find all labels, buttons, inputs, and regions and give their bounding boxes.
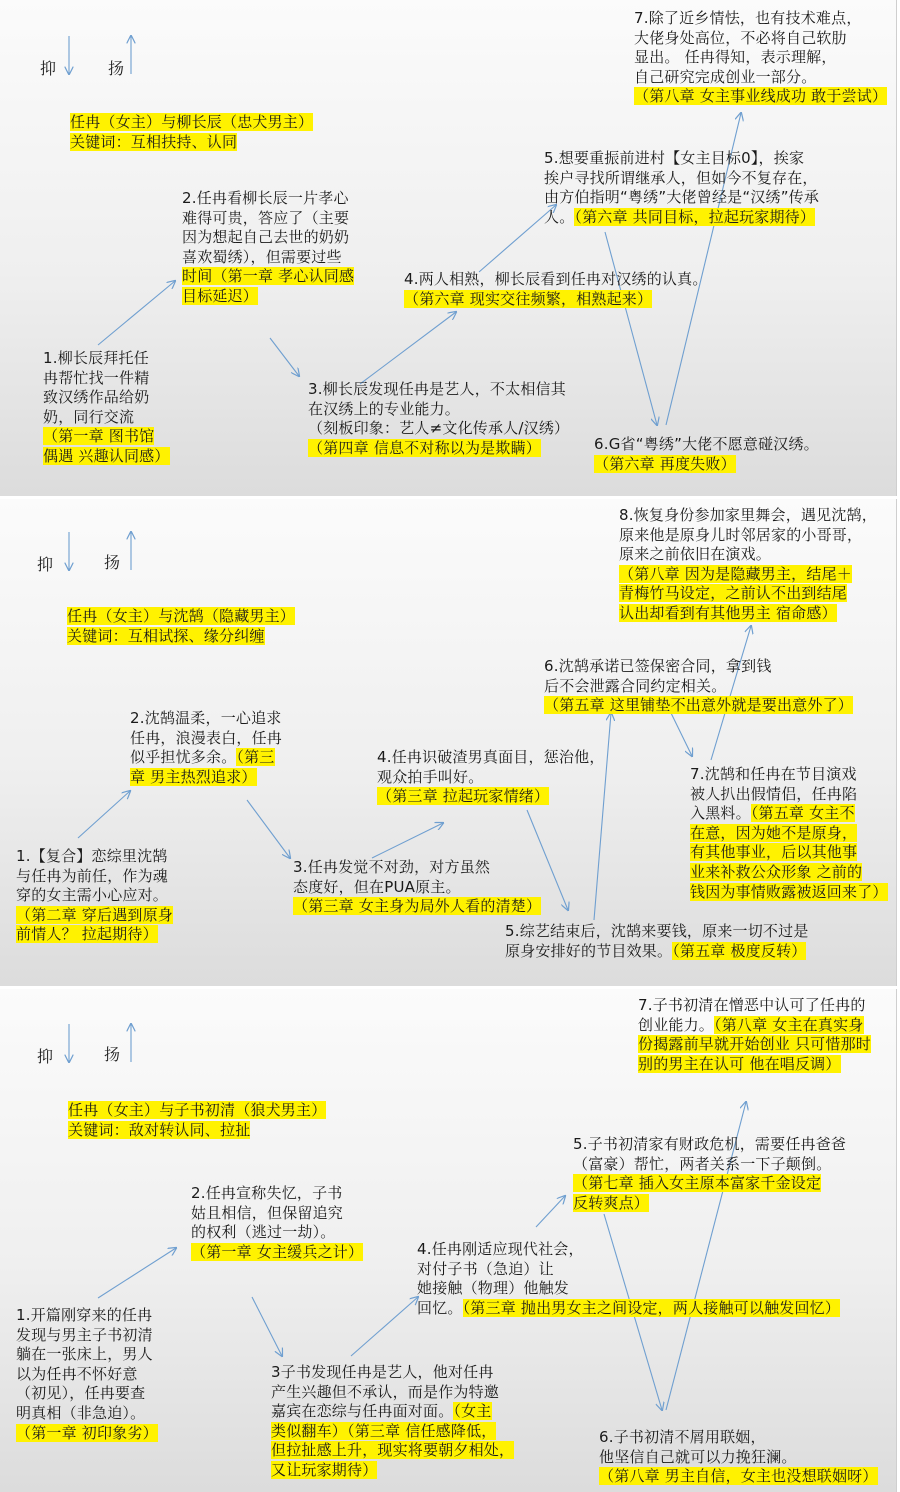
pairing-title: 任冉（女主）与沈鹄（隐藏男主） 关键词：互相试探、缘分纠缠	[67, 607, 296, 645]
edge-2-3	[270, 338, 299, 376]
story-node-6: 6.子书初清不屑用联姻， 他坚信自己就可以力挽狂澜。 （第八章 男主自信，女主也没想联姻呀）	[599, 1428, 878, 1486]
chapter-note: （第五章 极度反转）	[672, 941, 807, 960]
chapter-note: （第八章 男主自信，女主也没想联姻呀）	[599, 1467, 878, 1486]
chapter-note: （第八章 女主在真实身	[714, 1015, 864, 1034]
edge-2-3	[247, 800, 290, 858]
pairing-title: 任冉（女主）与柳长辰（忠犬男主） 关键词：互相扶持、认同	[70, 113, 314, 151]
story-node-1: 1.柳长辰拜托任 冉帮忙找一件精 致汉绣作品给奶 奶，同行交流 （第一章 图书馆 偶遇 兴趣认同感）	[43, 349, 170, 465]
chapter-note: （第一章 女主缓兵之计）	[191, 1242, 364, 1261]
chapter-note: （第六章 再度失败）	[594, 454, 736, 473]
legend-up-label: 扬	[108, 59, 125, 78]
legend-up-label: 扬	[104, 553, 121, 572]
chapter-note: （第一章 图书馆	[43, 427, 155, 446]
chapter-note: （第三章 女主身为局外人看的清楚）	[293, 897, 542, 916]
edge-3-4	[372, 823, 443, 858]
story-node-5: 5.子书初清家有财政危机，需要任冉爸爸 （富豪）帮忙，两者关系一下子颠倒。 （第七章 插入女主原本富家千金设定 反转爽点）	[573, 1135, 847, 1212]
legend-down-label: 抑	[40, 59, 57, 78]
chapter-note: （第六章 共同目标，拉起玩家期待）	[574, 207, 816, 226]
story-node-4: 4.两人相熟，柳长辰看到任冉对汉绣的认真。 （第六章 现实交往频繁，相熟起来）	[404, 270, 708, 308]
story-node-5: 5.想要重振前进村【女主目标0】，挨家 挨户寻找所谓继承人，但如今不复存在， 由方伯指明“粤绣”大佬曾经是“汉绣”传承 人。（第六章 共同目标，拉起玩家期待）	[544, 149, 820, 226]
chapter-note: （第三	[236, 748, 275, 767]
story-node-4: 4.任冉识破渣男真面目，惩治他， 观众拍手叫好。 （第三章 拉起玩家情绪）	[377, 748, 605, 806]
story-node-5: 5.综艺结束后，沈鹄来要钱，原来一切不过是 原身安排好的节目效果。（第五章 极度反转）	[505, 922, 809, 960]
chapter-note: （女主	[453, 1402, 492, 1421]
edge-4-5	[536, 1196, 565, 1227]
chapter-note: 时间（第一章 孝心认同感	[182, 267, 355, 286]
chapter-note: （第五章 女主不	[750, 804, 855, 823]
story-node-3: 3.任冉发觉不对劲，对方虽然 态度好，但在PUA原主。 （第三章 女主身为局外人看的清楚）	[293, 858, 542, 916]
chapter-note: （第四章 信息不对称以为是欺瞒）	[308, 438, 541, 457]
story-node-1: 1.【复合】恋综里沈鹄 与任冉为前任，作为魂 穿的女主需小心应对。 （第二章 穿后遇到原身 前情人？ 拉起期待）	[16, 847, 173, 944]
edge-5-6	[605, 232, 657, 425]
edge-5-6	[594, 713, 611, 920]
story-node-2: 2.任冉宣称失忆，子书 姑且相信，但保留追究 的权利（逃过一劫）。 （第一章 女主缓兵之计）	[191, 1184, 364, 1261]
chapter-note: （第一章 初印象劣）	[16, 1423, 158, 1442]
chapter-note: （第三章 拉起玩家情绪）	[377, 787, 550, 806]
story-node-2: 2.任冉看柳长辰一片孝心 难得可贵，答应了（主要 因为想起自己去世的奶奶 喜欢蜀绣），但需要过些 时间（第一章 孝心认同感 目标延迟）	[182, 189, 355, 305]
story-node-7: 7.沈鹄和任冉在节目演戏 被人扒出假情侣，任冉陷 入黑料。（第五章 女主不 在意，因为她不是原身， 有其他事业，后以其他事 业来补救公众形象 之前的 钱因为事情败露被返回来了）	[690, 765, 888, 901]
chapter-note: （第七章 插入女主原本富家千金设定	[573, 1174, 822, 1193]
story-node-3: 3子书发现任冉是艺人，他对任冉 产生兴趣但不承认，而是作为特邀 嘉宾在恋综与任冉面对面。（女主 类似翻车）（第三章 信任感降低， 但拉扯感上升，现实将要朝夕相处， 又让玩家期待）	[271, 1363, 515, 1479]
legend-down-label: 抑	[37, 1047, 54, 1066]
edge-1-2	[78, 791, 130, 838]
chapter-note: （第八章 女主事业线成功 敢于尝试）	[634, 87, 888, 106]
story-node-4: 4.任冉刚适应现代社会， 对付子书（急迫）让 她接触（物理）他触发 回忆。（第三章 抛出男女主之间设定，两人接触可以触发回忆）	[417, 1240, 841, 1317]
story-node-8: 8.恢复身份参加家里舞会，遇见沈鹄， 原来他是原身儿时邻居家的小哥哥， 原来之前依旧在演戏。 （第八章 因为是隐藏男主，结尾＋ 青梅竹马设定，之前认不出到结尾 认出却看到有其他男主 宿命感）	[619, 506, 877, 622]
story-node-3: 3.柳长辰发现任冉是艺人，不太相信其 在汉绣上的专业能力。 （刻板印象：艺人≠文化传承人/汉绣） （第四章 信息不对称以为是欺瞒）	[308, 380, 570, 457]
story-node-7: 7.子书初清在憎恶中认可了任冉的 创业能力。（第八章 女主在真实身 份揭露前早就开始创业 只可惜那时 别的男主在认可 他在唱反调）	[638, 996, 871, 1073]
pairing-title: 任冉（女主）与子书初清（狼犬男主） 关键词：敌对转认同、拉扯	[68, 1101, 327, 1139]
chapter-note: （第三章 抛出男女主之间设定，两人接触可以触发回忆）	[462, 1298, 841, 1317]
legend-up-label: 扬	[104, 1045, 121, 1064]
chapter-note: （第五章 这里铺垫不出意外就是要出意外了）	[544, 696, 853, 715]
story-node-7: 7.除了近乡情怯，也有技术难点， 大佬身处高位，不必将自己软肋 显出。 任冉得知，表示理解， 自己研究完成创业一部分。 （第八章 女主事业线成功 敢于尝试）	[634, 9, 888, 106]
edge-3-4	[360, 312, 456, 384]
story-node-1: 1.开篇刚穿来的任冉 发现与男主子书初清 躺在一张床上，男人 以为任冉不怀好意 （初见），任冉要查 明真相（非急迫）。 （第一章 初印象劣）	[16, 1306, 158, 1442]
edge-6-7	[671, 713, 692, 756]
story-node-2: 2.沈鹄温柔，一心追求 任冉，浪漫表白，任冉 似乎担忧多余。（第三 章 男主热烈追求）	[130, 709, 283, 786]
story-node-6: 6.G省“粤绣”大佬不愿意碰汉绣。 （第六章 再度失败）	[594, 435, 819, 473]
edge-3-4	[351, 1297, 418, 1356]
chapter-note: （第六章 现实交往频繁，相熟起来）	[404, 289, 653, 308]
story-node-6: 6.沈鹄承诺已签保密合同，拿到钱 后不会泄露合同约定相关。 （第五章 这里铺垫不出意外就是要出意外了）	[544, 657, 853, 715]
legend-down-label: 抑	[37, 555, 54, 574]
edge-1-2	[98, 281, 175, 345]
edge-2-3	[252, 1297, 282, 1356]
chapter-note: （第二章 穿后遇到原身	[16, 905, 173, 924]
chapter-note: （第八章 因为是隐藏男主，结尾＋	[619, 564, 852, 583]
edge-1-2	[98, 1248, 176, 1298]
